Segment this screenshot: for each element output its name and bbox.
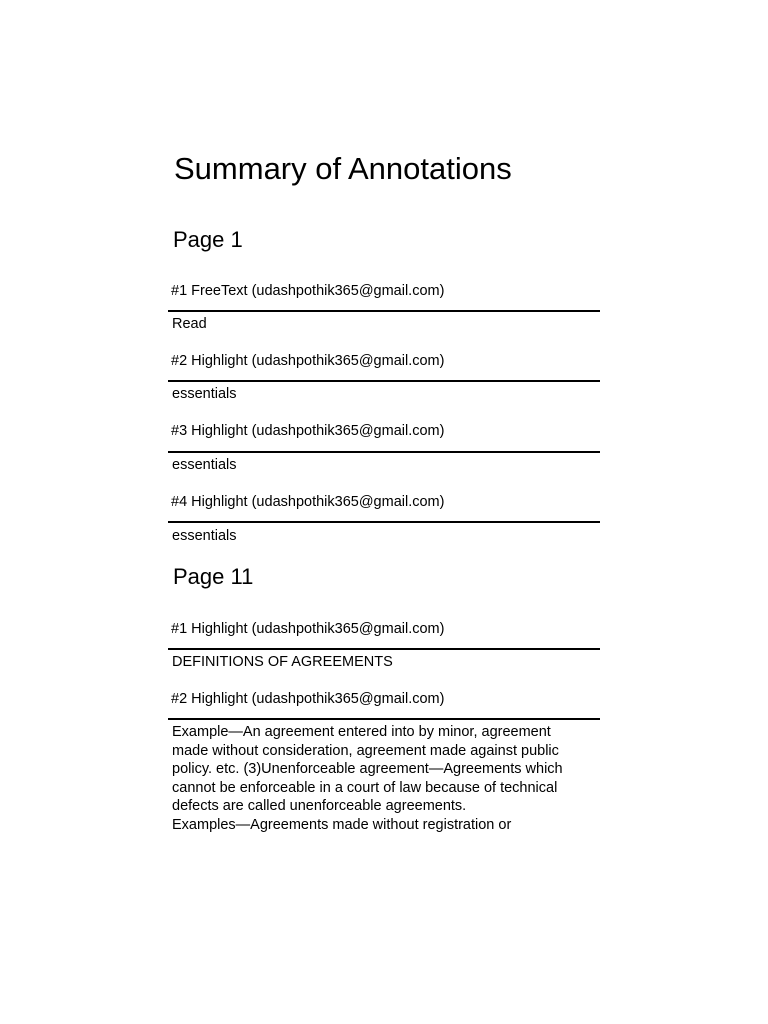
annotation-content: essentials — [172, 386, 237, 402]
page-heading: Page 11 — [173, 564, 254, 589]
annotation-header: #1 Highlight (udashpothik365@gmail.com) — [171, 621, 445, 637]
annotation-header: #4 Highlight (udashpothik365@gmail.com) — [171, 494, 445, 510]
annotation-divider — [168, 521, 600, 523]
annotation-header: #2 Highlight (udashpothik365@gmail.com) — [171, 353, 445, 369]
annotation-content-line: cannot be enforceable in a court of law because of technical — [172, 779, 558, 796]
page-heading: Page 1 — [173, 227, 243, 252]
annotation-content-line: Example—An agreement entered into by minor, agreement — [172, 724, 551, 740]
annotation-divider — [168, 648, 600, 650]
annotation-header: #2 Highlight (udashpothik365@gmail.com) — [171, 691, 445, 707]
document-title: Summary of Annotations — [174, 151, 512, 186]
annotation-content: essentials — [172, 528, 237, 544]
annotation-content-line: made without consideration, agreement made against public — [172, 742, 559, 759]
annotation-content-line: defects are called unenforceable agreements. — [172, 798, 467, 814]
annotation-divider — [168, 718, 600, 720]
annotation-content: DEFINITIONS OF AGREEMENTS — [172, 654, 393, 670]
annotation-content: essentials — [172, 457, 237, 473]
annotation-divider — [168, 451, 600, 453]
annotation-divider — [168, 380, 600, 382]
annotation-content — [172, 723, 600, 834]
annotation-header: #3 Highlight (udashpothik365@gmail.com) — [171, 423, 445, 439]
annotation-content-line: policy. etc. (3)Unenforceable agreement—Agreements which — [172, 761, 563, 777]
annotation-divider — [168, 310, 600, 312]
annotation-header: #1 FreeText (udashpothik365@gmail.com) — [171, 283, 445, 299]
annotation-content-line: Examples—Agreements made without registration or — [172, 816, 512, 833]
annotation-content: Read — [172, 316, 207, 332]
